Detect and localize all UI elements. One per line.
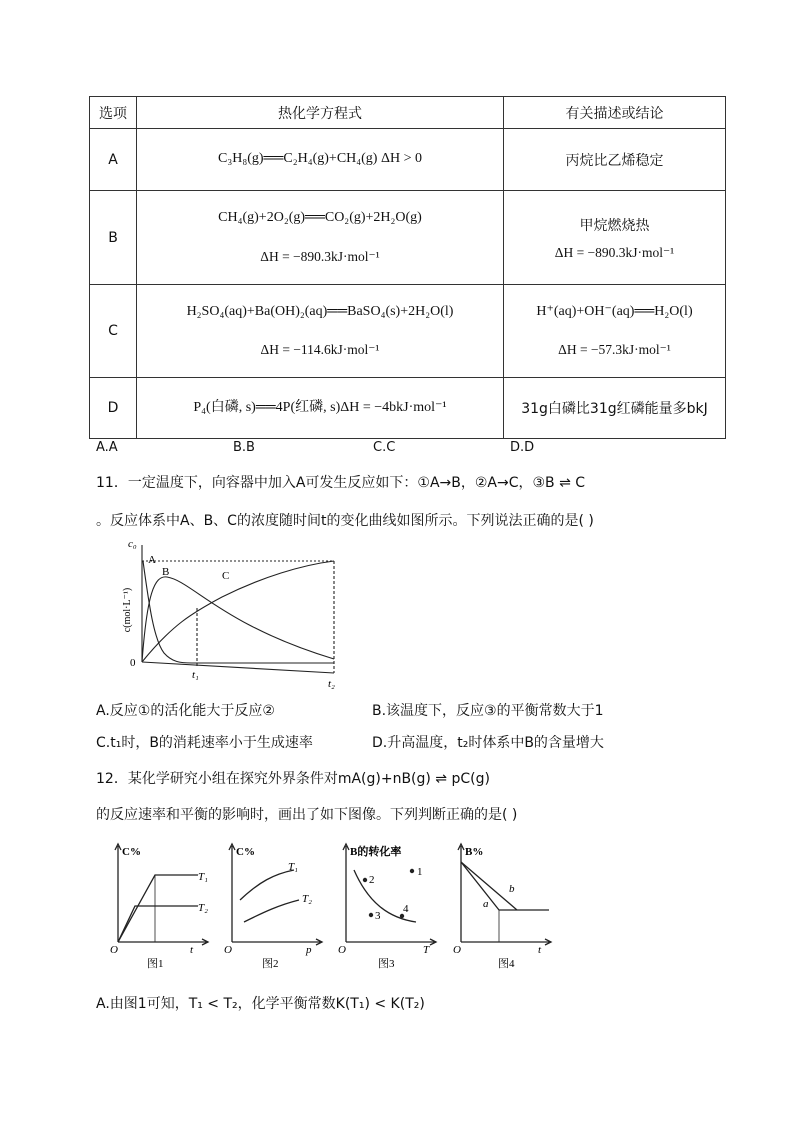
choice-a[interactable]: A.A xyxy=(96,440,118,455)
row-conclusion xyxy=(504,285,726,378)
q12-choice-a[interactable]: A.由图1可知，T₁ < T₂，化学平衡常数K(T₁) < K(T₂) xyxy=(96,996,425,1012)
fig2-label-t2: T₂ xyxy=(302,893,312,905)
question-10-choices xyxy=(96,440,716,458)
fig1-ylabel: C% xyxy=(122,846,141,858)
fig1-label-t2: T₂ xyxy=(198,902,208,914)
fig4-line-a xyxy=(461,862,549,910)
curve-c-line xyxy=(142,561,334,662)
row-conclusion: 丙烷比乙烯稳定 xyxy=(504,129,726,191)
fig3-label-2: 2 xyxy=(369,874,375,886)
fig2-xlabel: p xyxy=(306,944,312,956)
fig1-caption: 图1 xyxy=(147,958,164,970)
choice-c[interactable]: C.C xyxy=(373,440,396,455)
equation-text: P₄(白磷, s)══4P(红磷, s)ΔH = −4bkJ·mol⁻¹ xyxy=(193,399,447,415)
row-option: D xyxy=(90,378,137,439)
fig3-point-3 xyxy=(369,913,373,917)
fig4-xlabel: t xyxy=(538,944,542,956)
header-conclusion: 有关描述或结论 xyxy=(504,97,726,129)
q11-choice-c[interactable]: C.t₁时，B的消耗速率小于生成速率 xyxy=(96,735,313,751)
fig2-curve-t2 xyxy=(244,900,299,922)
q11-choice-d[interactable]: D.升高温度，t₂时体系中B的含量增大 xyxy=(372,735,604,751)
table-row xyxy=(90,378,726,439)
x-axis xyxy=(142,662,334,673)
fig3-label-3: 3 xyxy=(375,910,381,922)
table-row xyxy=(90,285,726,378)
fig3-label-1: 1 xyxy=(417,866,423,878)
fig3-point-2 xyxy=(363,878,367,882)
y-axis-label: c(mol·L⁻¹) xyxy=(122,587,133,633)
fig4-label-b: b xyxy=(509,883,515,895)
y-top-label: c₀ xyxy=(128,538,137,550)
q12-figure-3 xyxy=(328,840,448,970)
fig3-point-1 xyxy=(410,869,414,873)
conclusion-delta-h: ΔH = −57.3kJ·mol⁻¹ xyxy=(558,342,671,358)
row-equation xyxy=(137,285,504,378)
row-equation xyxy=(137,191,504,285)
fig1-line-t1 xyxy=(118,875,198,942)
fig2-origin: O xyxy=(224,944,232,956)
q12-figure-4 xyxy=(443,840,563,970)
q11-choice-b[interactable]: B.该温度下，反应③的平衡常数大于1 xyxy=(372,703,604,719)
fig4-caption: 图4 xyxy=(498,958,515,970)
q11-stem-line2: 。反应体系中A、B、C的浓度随时间t的变化曲线如图所示。下列说法正确的是( ) xyxy=(96,513,594,529)
delta-h-text: ΔH = −890.3kJ·mol⁻¹ xyxy=(260,248,380,264)
q12-figure-2 xyxy=(214,840,334,970)
equation-text: C₃H₈(g)══C₂H₄(g)+CH₄(g) ΔH > 0 xyxy=(218,151,422,167)
curve-c-label: C xyxy=(222,570,230,582)
table-row xyxy=(90,129,726,191)
fig2-curve-t1 xyxy=(240,870,294,900)
q12-figure-1 xyxy=(100,840,220,970)
q11-choice-a[interactable]: A.反应①的活化能大于反应② xyxy=(96,703,275,719)
conclusion-text: 甲烷燃烧热 xyxy=(579,217,650,234)
row-equation xyxy=(137,129,504,191)
delta-h-text: ΔH = −114.6kJ·mol⁻¹ xyxy=(260,342,380,358)
fig2-label-t1: T₁ xyxy=(288,861,298,873)
q11-stem-line1: 11．一定温度下，向容器中加入A可发生反应如下：①A→B，②A→C，③B ⇌ C xyxy=(96,475,586,491)
t2-label: t₂ xyxy=(328,678,335,690)
question-10-table xyxy=(89,96,726,439)
q12-stem-line1: 12．某化学研究小组在探究外界条件对mA(g)+nB(g) ⇌ pC(g) xyxy=(96,771,490,787)
curve-a-line xyxy=(143,561,334,663)
choice-b[interactable]: B.B xyxy=(233,440,255,455)
t1-label: t₁ xyxy=(192,669,199,681)
fig3-origin: O xyxy=(338,944,346,956)
fig3-xlabel: T xyxy=(423,944,430,956)
fig4-ylabel: B% xyxy=(465,846,484,858)
equation-text: H₂SO₄(aq)+Ba(OH)₂(aq)══BaSO₄(s)+2H₂O(l) xyxy=(186,303,454,319)
fig1-line-t2 xyxy=(118,906,198,942)
row-conclusion xyxy=(504,191,726,285)
fig3-label-4: 4 xyxy=(403,903,409,915)
fig2-caption: 图2 xyxy=(262,958,279,970)
fig4-label-a: a xyxy=(483,898,489,910)
origin-label: 0 xyxy=(130,657,136,669)
equation-text: CH₄(g)+2O₂(g)══CO₂(g)+2H₂O(g) xyxy=(218,210,422,226)
fig4-origin: O xyxy=(453,944,461,956)
row-option: B xyxy=(90,191,137,285)
header-equation: 热化学方程式 xyxy=(137,97,504,129)
curve-b-label: B xyxy=(162,566,170,578)
header-option: 选项 xyxy=(90,97,137,129)
row-conclusion: 31g白磷比31g红磷能量多bkJ xyxy=(504,378,726,439)
conclusion-delta-h: ΔH = −890.3kJ·mol⁻¹ xyxy=(554,244,675,260)
fig2-ylabel: C% xyxy=(236,846,255,858)
fig3-caption: 图3 xyxy=(378,958,395,970)
conclusion-text: H⁺(aq)+OH⁻(aq)══H₂O(l) xyxy=(536,303,693,319)
q12-stem-line2: 的反应速率和平衡的影响时，画出了如下图像。下列判断正确的是( ) xyxy=(96,807,518,823)
row-option: A xyxy=(90,129,137,191)
fig1-label-t1: T₁ xyxy=(198,871,208,883)
row-option: C xyxy=(90,285,137,378)
fig1-origin: O xyxy=(110,944,118,956)
curve-a-label: A xyxy=(148,554,156,566)
choice-d[interactable]: D.D xyxy=(510,440,535,455)
fig1-xlabel: t xyxy=(190,944,194,956)
table-row xyxy=(90,191,726,285)
row-equation xyxy=(137,378,504,439)
fig3-ylabel: B的转化率 xyxy=(350,846,402,858)
q11-concentration-graph xyxy=(112,535,352,690)
